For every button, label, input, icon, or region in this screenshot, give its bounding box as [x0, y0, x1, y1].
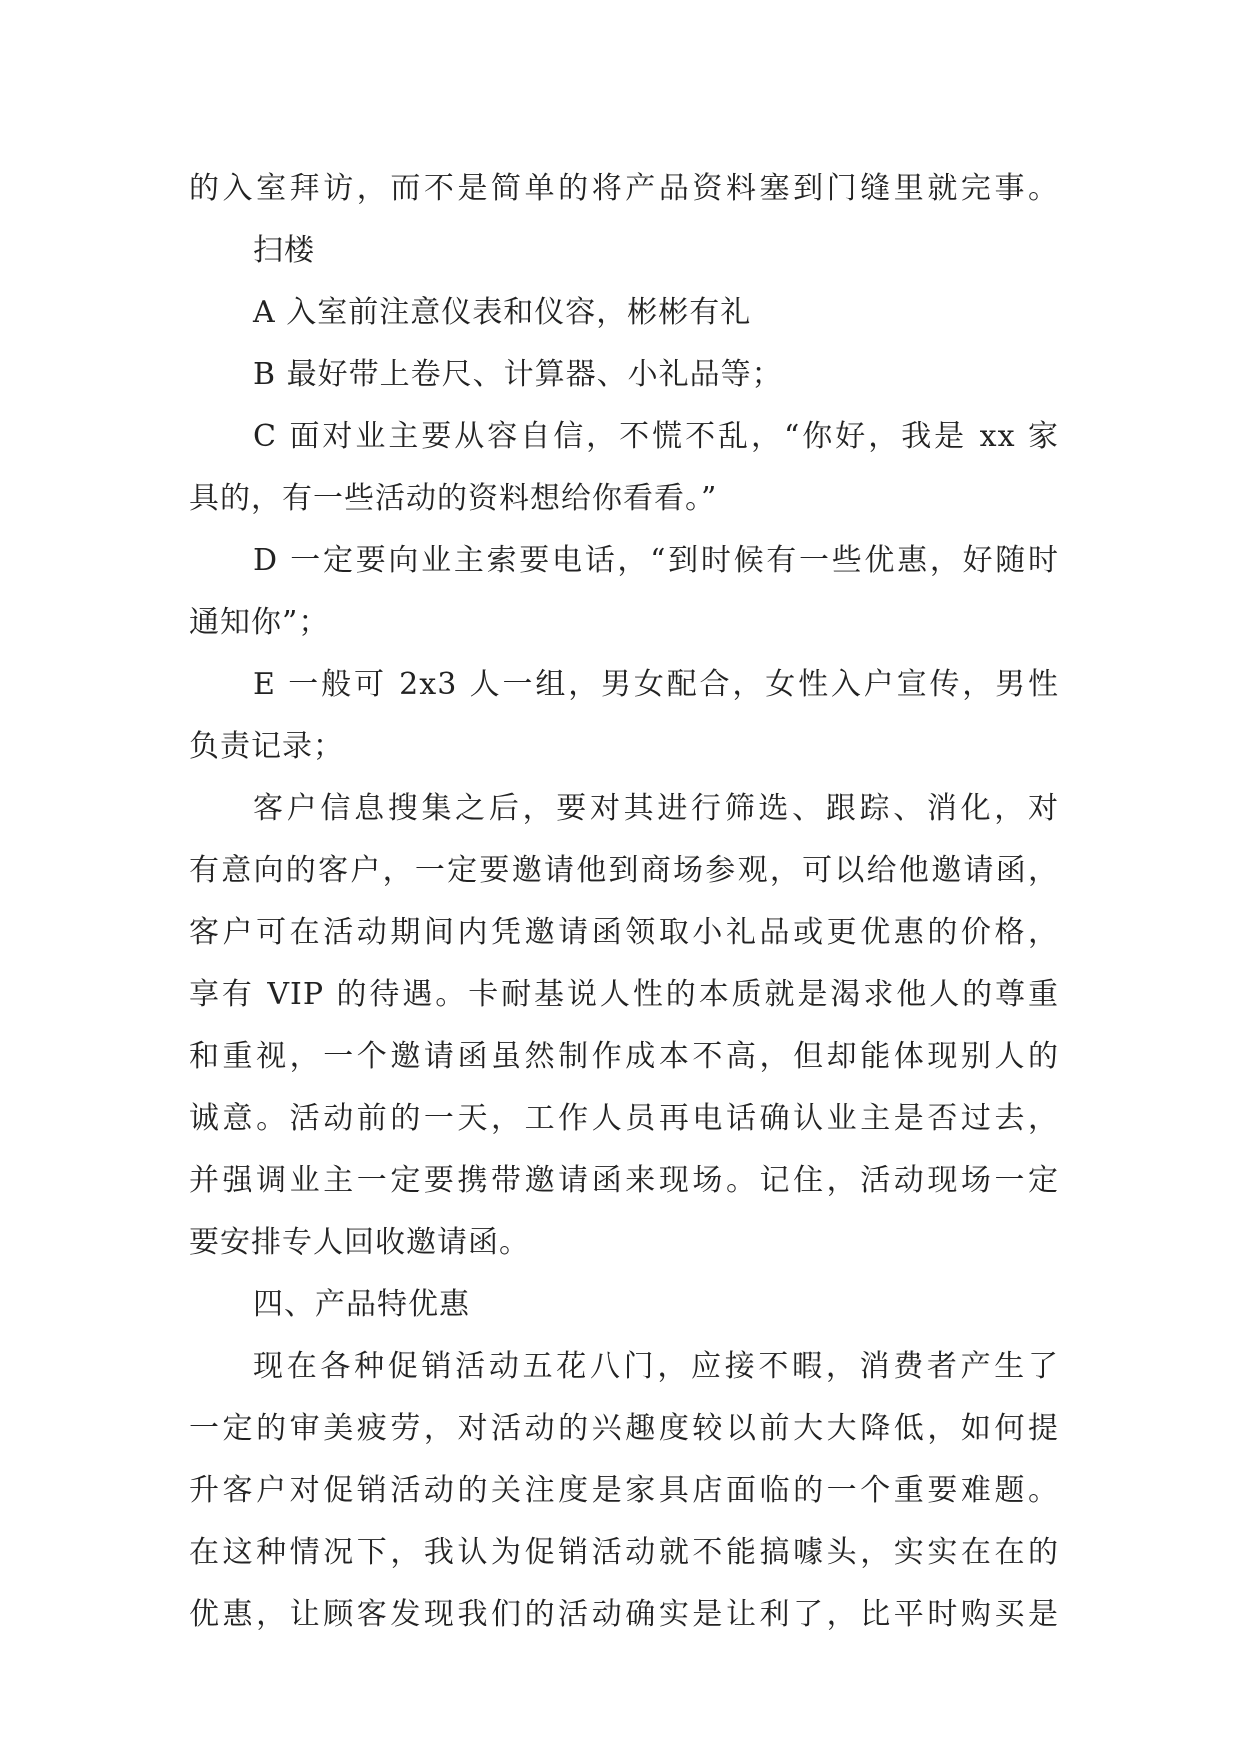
body-line: 并强调业主一定要携带邀请函来现场。记住，活动现场一定	[189, 1163, 1059, 1198]
body-line: 诚意。活动前的一天，工作人员再电话确认业主是否过去，	[189, 1101, 1059, 1136]
list-item: D 一定要向业主索要电话，“到时候有一些优惠，好随时	[253, 543, 1059, 578]
body-line: 优惠，让顾客发现我们的活动确实是让利了，比平时购买是	[189, 1597, 1059, 1632]
section-heading: 扫楼	[253, 233, 315, 268]
document-body	[189, 158, 1059, 1646]
body-line: 享有 VIP 的待遇。卡耐基说人性的本质就是渴求他人的尊重	[189, 977, 1059, 1012]
list-item: A 入室前注意仪表和仪容，彬彬有礼	[253, 295, 752, 330]
body-line: 客户信息搜集之后，要对其进行筛选、跟踪、消化，对	[253, 791, 1059, 826]
body-line: 有意向的客户，一定要邀请他到商场参观，可以给他邀请函，	[189, 853, 1059, 888]
body-line: 在这种情况下，我认为促销活动就不能搞噱头，实实在在的	[189, 1535, 1059, 1570]
body-line: 的入室拜访，而不是简单的将产品资料塞到门缝里就完事。	[189, 171, 1059, 206]
list-item: E 一般可 2x3 人一组，男女配合，女性入户宣传，男性	[253, 667, 1059, 702]
body-line: 客户可在活动期间内凭邀请函领取小礼品或更优惠的价格，	[189, 915, 1059, 950]
section-heading: 四、产品特优惠	[253, 1287, 470, 1322]
list-item-continuation: 通知你”；	[189, 605, 330, 640]
list-item: B 最好带上卷尺、计算器、小礼品等；	[253, 357, 783, 392]
body-line: 现在各种促销活动五花八门，应接不暇，消费者产生了	[253, 1349, 1059, 1384]
list-item: C 面对业主要从容自信，不慌不乱，“你好，我是 xx 家	[253, 419, 1059, 454]
body-line: 一定的审美疲劳，对活动的兴趣度较以前大大降低，如何提	[189, 1411, 1059, 1446]
body-line: 要安排专人回收邀请函。	[189, 1225, 530, 1260]
body-line: 和重视，一个邀请函虽然制作成本不高，但却能体现别人的	[189, 1039, 1059, 1074]
list-item-continuation: 具的，有一些活动的资料想给你看看。”	[189, 481, 718, 516]
body-line: 升客户对促销活动的关注度是家具店面临的一个重要难题。	[189, 1473, 1059, 1508]
list-item-continuation: 负责记录；	[189, 729, 344, 764]
